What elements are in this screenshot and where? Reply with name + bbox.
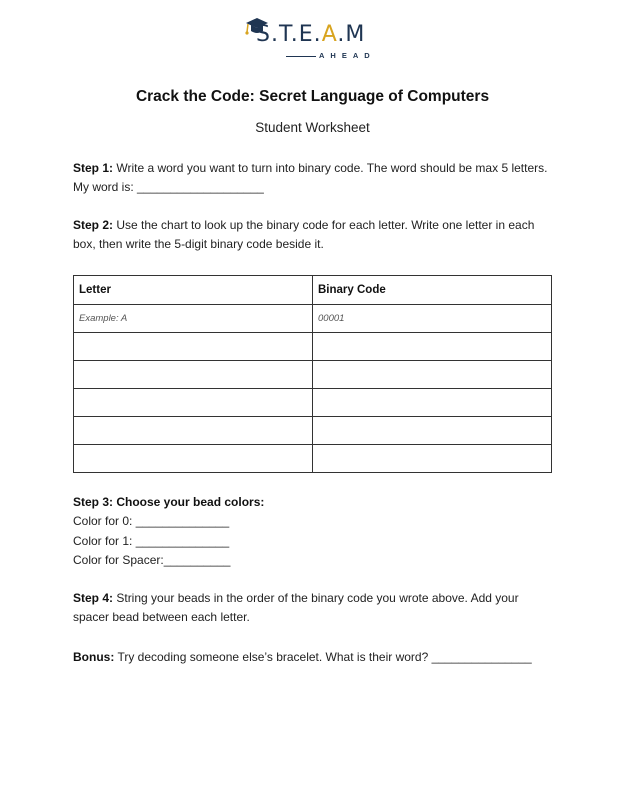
letter-cell[interactable] xyxy=(74,389,313,417)
example-code-cell: 00001 xyxy=(313,305,552,333)
step2-label: Step 2: xyxy=(73,218,114,232)
worksheet-title: Crack the Code: Secret Language of Computers xyxy=(135,88,490,105)
example-letter-cell: Example: A xyxy=(74,305,313,333)
table-row xyxy=(74,445,552,473)
binary-code-cell[interactable] xyxy=(313,361,552,389)
bonus-paragraph xyxy=(73,648,553,667)
table-row xyxy=(74,417,552,445)
step2-text: Use the chart to look up the binary code for each letter. Write one letter in each box, then write the 5-digit binary code beside it. xyxy=(73,218,535,251)
letter-cell[interactable] xyxy=(74,333,313,361)
steam-ahead-logo xyxy=(0,14,625,64)
table-row-example xyxy=(74,305,552,333)
table-row xyxy=(74,389,552,417)
table-row xyxy=(74,361,552,389)
step1-text: Write a word you want to turn into binary code. The word should be max 5 letters. My word is: ___________________ xyxy=(73,161,548,194)
letter-cell[interactable] xyxy=(74,417,313,445)
letter-cell[interactable] xyxy=(74,361,313,389)
binary-code-table xyxy=(73,275,552,473)
step4-label: Step 4: xyxy=(73,591,114,605)
step1-paragraph xyxy=(73,159,553,197)
worksheet-subtitle: Student Worksheet xyxy=(255,120,370,135)
binary-code-column-header: Binary Code xyxy=(313,276,552,305)
step4-paragraph xyxy=(73,589,553,627)
color-for-spacer-line: Color for Spacer:__________ xyxy=(73,552,231,567)
step1-label: Step 1: xyxy=(73,161,114,175)
binary-code-cell[interactable] xyxy=(313,389,552,417)
binary-code-cell[interactable] xyxy=(313,417,552,445)
letter-cell[interactable] xyxy=(74,445,313,473)
table-header-row xyxy=(74,276,552,305)
logo-subtitle: AHEAD xyxy=(319,51,376,60)
step3-section xyxy=(73,493,264,570)
logo-divider xyxy=(286,56,316,57)
letter-column-header: Letter xyxy=(74,276,313,305)
binary-code-cell[interactable] xyxy=(313,333,552,361)
table-row xyxy=(74,333,552,361)
logo-wordmark: S.T.E.A.M xyxy=(256,22,366,47)
bonus-label: Bonus: xyxy=(73,650,115,664)
binary-code-cell[interactable] xyxy=(313,445,552,473)
step2-paragraph xyxy=(73,216,553,254)
step4-text: String your beads in the order of the binary code you wrote above. Add your spacer bead between each letter. xyxy=(73,591,519,624)
color-for-zero-line: Color for 0: ______________ xyxy=(73,514,230,529)
color-for-one-line: Color for 1: ______________ xyxy=(73,533,230,548)
bonus-text: Try decoding someone else’s bracelet. What is their word? _______________ xyxy=(114,650,532,664)
step3-heading: Step 3: Choose your bead colors: xyxy=(73,495,265,509)
